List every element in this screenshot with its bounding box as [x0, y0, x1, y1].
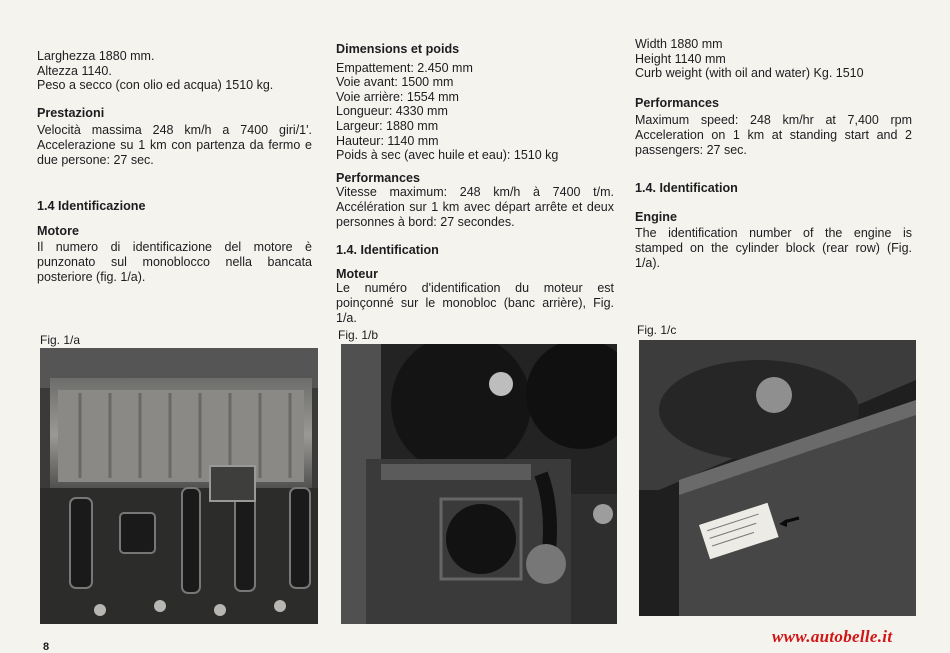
french-engine-heading: Moteur [336, 266, 378, 281]
cylinder-block-photo [639, 340, 916, 616]
french-perf-text: Vitesse maximum: 248 km/h à 7400 t/m. Accélération sur 1 km avec départ arrête et deux personnes à bord: 27 secondes. [336, 185, 614, 229]
french-spec-length: Longueur: 4330 mm [336, 104, 448, 119]
french-spec-rear-track: Voie arrière: 1554 mm [336, 89, 459, 104]
watermark: www.autobelle.it [772, 627, 893, 646]
engine-bay-photo [341, 344, 617, 624]
fig-1c-caption: Fig. 1/c [637, 323, 677, 337]
english-column [635, 37, 912, 270]
page-number: 8 [43, 641, 50, 653]
french-spec-wheelbase: Empattement: 2.450 mm [336, 60, 473, 75]
engine-block-photo [40, 348, 318, 624]
fig-1a-caption: Fig. 1/a [40, 333, 81, 347]
italian-spec-height: Altezza 1140. [37, 63, 112, 78]
english-section-heading: 1.4. Identification [635, 181, 738, 196]
english-spec-width: Width 1880 mm [635, 37, 723, 51]
italian-perf-heading: Prestazioni [37, 105, 105, 120]
french-engine-text: Le numéro d'identification du moteur est poinçonné sur le monobloc (banc arrière), Fig. 1/a. [336, 281, 614, 325]
italian-engine-heading: Motore [37, 223, 79, 238]
english-engine-heading: Engine [635, 209, 677, 224]
english-engine-text: The identification number of the engine is stamped on the cylinder block (rear row) (Fig. 1/a). [635, 226, 912, 270]
italian-perf-text: Velocità massima 248 km/h a 7400 giri/1'. Accelerazione su 1 km con partenza da fermo e due persone: 27 sec. [37, 123, 312, 167]
french-section-heading: 1.4. Identification [336, 243, 439, 258]
french-column [336, 42, 614, 325]
english-perf-heading: Performances [635, 95, 719, 110]
french-perf-heading: Performances [336, 170, 420, 185]
italian-column [37, 49, 312, 284]
english-spec-height: Height 1140 mm [635, 51, 726, 66]
fig-1b-caption: Fig. 1/b [338, 328, 379, 342]
italian-section-heading: 1.4 Identificazione [37, 199, 146, 214]
french-spec-width: Largeur: 1880 mm [336, 118, 439, 133]
italian-engine-text: Il numero di identificazione del motore è punzonato sul monoblocco nella bancata posteriore (fig. 1/a). [37, 240, 312, 284]
italian-spec-width: Larghezza 1880 mm. [37, 49, 155, 63]
italian-spec-weight: Peso a secco (con olio ed acqua) 1510 kg. [37, 78, 274, 93]
english-perf-text: Maximum speed: 248 km/hr at 7,400 rpm Acceleration on 1 km at standing start and 2 passengers: 27 sec. [635, 113, 912, 157]
french-dim-heading: Dimensions et poids [336, 42, 460, 56]
french-spec-height: Hauteur: 1140 mm [336, 133, 439, 148]
english-spec-weight: Curb weight (with oil and water) Kg. 1510 [635, 66, 864, 81]
french-spec-weight: Poids à sec (avec huile et eau): 1510 kg [336, 148, 559, 163]
french-spec-front-track: Voie avant: 1500 mm [336, 75, 454, 90]
